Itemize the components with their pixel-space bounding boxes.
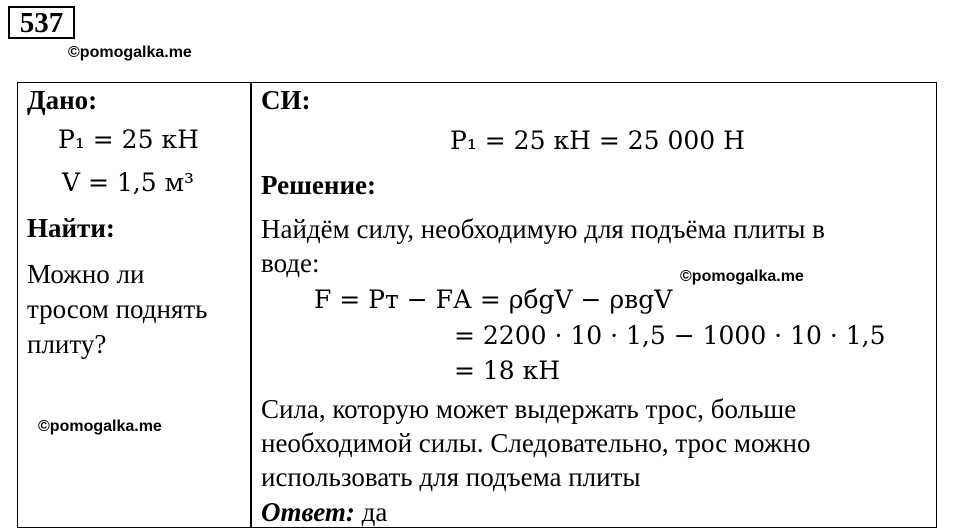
find-line-3: плиту?	[27, 329, 107, 359]
solution-heading: Решение:	[261, 170, 376, 200]
conclusion-line-2: необходимой силы. Следовательно, трос можно	[261, 428, 811, 458]
formula-line-1: F = Pт − FА = ρбgV − ρвgV	[314, 285, 673, 314]
watermark-right: ©pomogalka.me	[680, 268, 804, 285]
conclusion-line-3: использовать для подъема плиты	[261, 462, 641, 492]
given-p1: P₁ = 25 кН	[58, 125, 199, 154]
watermark-top: ©pomogalka.me	[68, 44, 192, 61]
solution-text-1: Найдём силу, необходимую для подъёма плиты в	[261, 214, 825, 244]
watermark-left: ©pomogalka.me	[38, 418, 162, 435]
formula-line-2: = 2200 · 10 · 1,5 − 1000 · 10 · 1,5	[454, 321, 886, 350]
answer-label: Ответ:	[261, 497, 355, 527]
conclusion-line-1: Сила, которую может выдержать трос, больше	[261, 394, 797, 424]
si-conversion: P₁ = 25 кН = 25 000 Н	[450, 126, 745, 155]
given-volume: V = 1,5 м³	[62, 168, 195, 197]
answer-value: да	[361, 497, 388, 527]
solution-text-2: воде:	[261, 248, 320, 278]
find-line-2: тросом поднять	[27, 294, 208, 324]
si-heading: СИ:	[261, 85, 311, 115]
find-heading: Найти:	[27, 213, 115, 243]
problem-number: 537	[8, 6, 75, 39]
find-line-1: Можно ли	[27, 259, 145, 289]
formula-line-3: = 18 кН	[454, 356, 561, 385]
given-heading: Дано:	[27, 85, 98, 115]
answer-row	[261, 496, 387, 528]
column-divider	[250, 82, 252, 528]
